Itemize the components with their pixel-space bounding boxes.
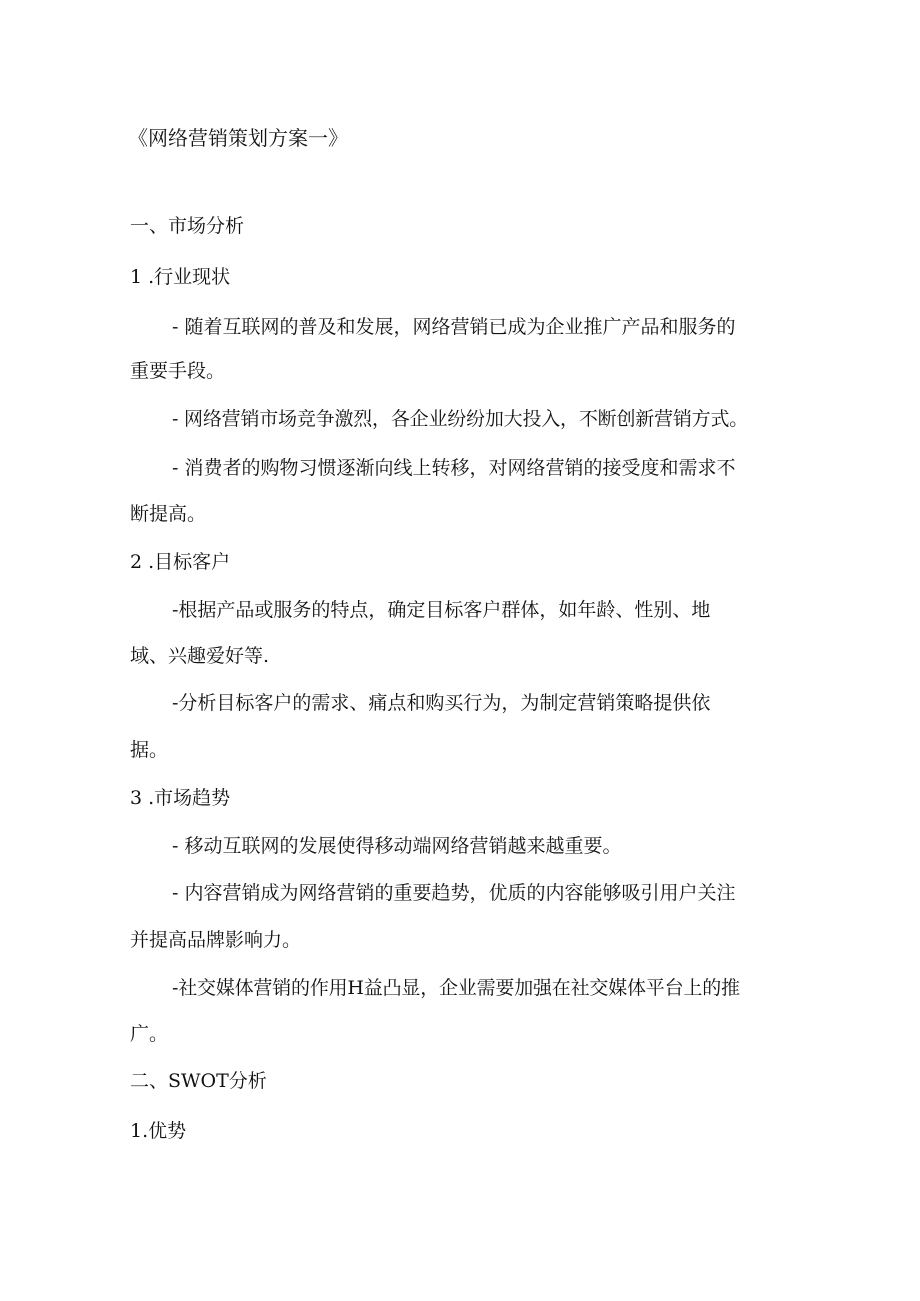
subsection-heading-target-customers: 2 .目标客户 — [130, 551, 231, 573]
document-title: 《网络营销策划方案一》 — [128, 126, 348, 150]
industry-item-2: - 网络营销市场竞争激烈，各企业纷纷加大投入，不断创新营销方式。 — [172, 408, 749, 430]
subsection-heading-strengths: 1.优势 — [130, 1120, 187, 1142]
trend-item-3: -社交媒体营销的作用H益凸显，企业需要加强在社交媒体平台上的推 — [172, 977, 740, 999]
section-heading-market-analysis: 一、市场分析 — [130, 215, 245, 237]
industry-item-1-continued: 重要手段。 — [130, 360, 226, 382]
subsection-heading-industry-status: 1 .行业现状 — [130, 266, 231, 288]
trend-item-2: - 内容营销成为网络营销的重要趋势，优质的内容能够吸引用户关注 — [172, 882, 736, 904]
industry-item-1: - 随着互联网的普及和发展，网络营销已成为企业推广产品和服务的 — [172, 316, 736, 338]
trend-item-1: - 移动互联网的发展使得移动端网络营销越来越重要。 — [172, 835, 622, 857]
industry-item-3: - 消费者的购物习惯逐渐向线上转移，对网络营销的接受度和需求不 — [172, 457, 736, 479]
customer-item-2: -分析目标客户的需求、痛点和购买行为，为制定营销策略提供依 — [172, 692, 711, 714]
trend-item-2-continued: 并提高品牌影响力。 — [130, 929, 302, 951]
subsection-heading-market-trends: 3 .市场趋势 — [130, 787, 231, 809]
customer-item-1: -根据产品或服务的特点，确定目标客户群体，如年龄、性别、地 — [172, 599, 711, 621]
customer-item-1-continued: 域、兴趣爱好等. — [130, 645, 270, 667]
industry-item-3-continued: 断提高。 — [130, 503, 207, 525]
trend-item-3-continued: 广。 — [130, 1023, 169, 1045]
section-heading-swot: 二、SWOT分析 — [130, 1070, 267, 1092]
customer-item-2-continued: 据。 — [130, 739, 169, 761]
